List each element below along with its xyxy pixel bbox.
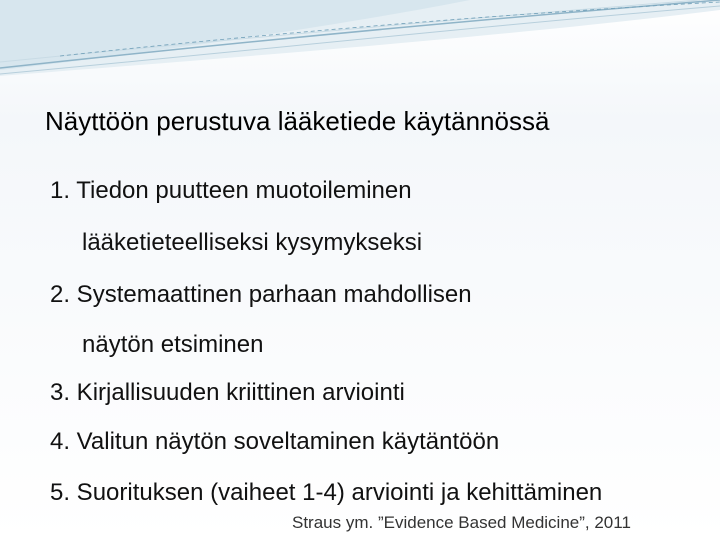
list-item-5: 5. Suorituksen (vaiheet 1-4) arviointi ja kehittäminen (50, 479, 603, 506)
list-item-4: 4. Valitun näytön soveltaminen käytäntöön (50, 428, 500, 455)
list-item-2-continuation: näytön etsiminen (82, 331, 264, 358)
list-item-2: 2. Systemaattinen parhaan mahdollisen (50, 281, 472, 308)
list-item-3: 3. Kirjallisuuden kriittinen arviointi (50, 379, 405, 406)
decorative-header-band (0, 0, 720, 80)
list-item-1: 1. Tiedon puutteen muotoileminen (50, 177, 412, 204)
citation: Straus ym. ”Evidence Based Medicine”, 2011 (292, 513, 631, 532)
list-item-1-continuation: lääketieteelliseksi kysymykseksi (82, 229, 423, 256)
slide-title: Näyttöön perustuva lääketiede käytännössä (45, 106, 550, 136)
